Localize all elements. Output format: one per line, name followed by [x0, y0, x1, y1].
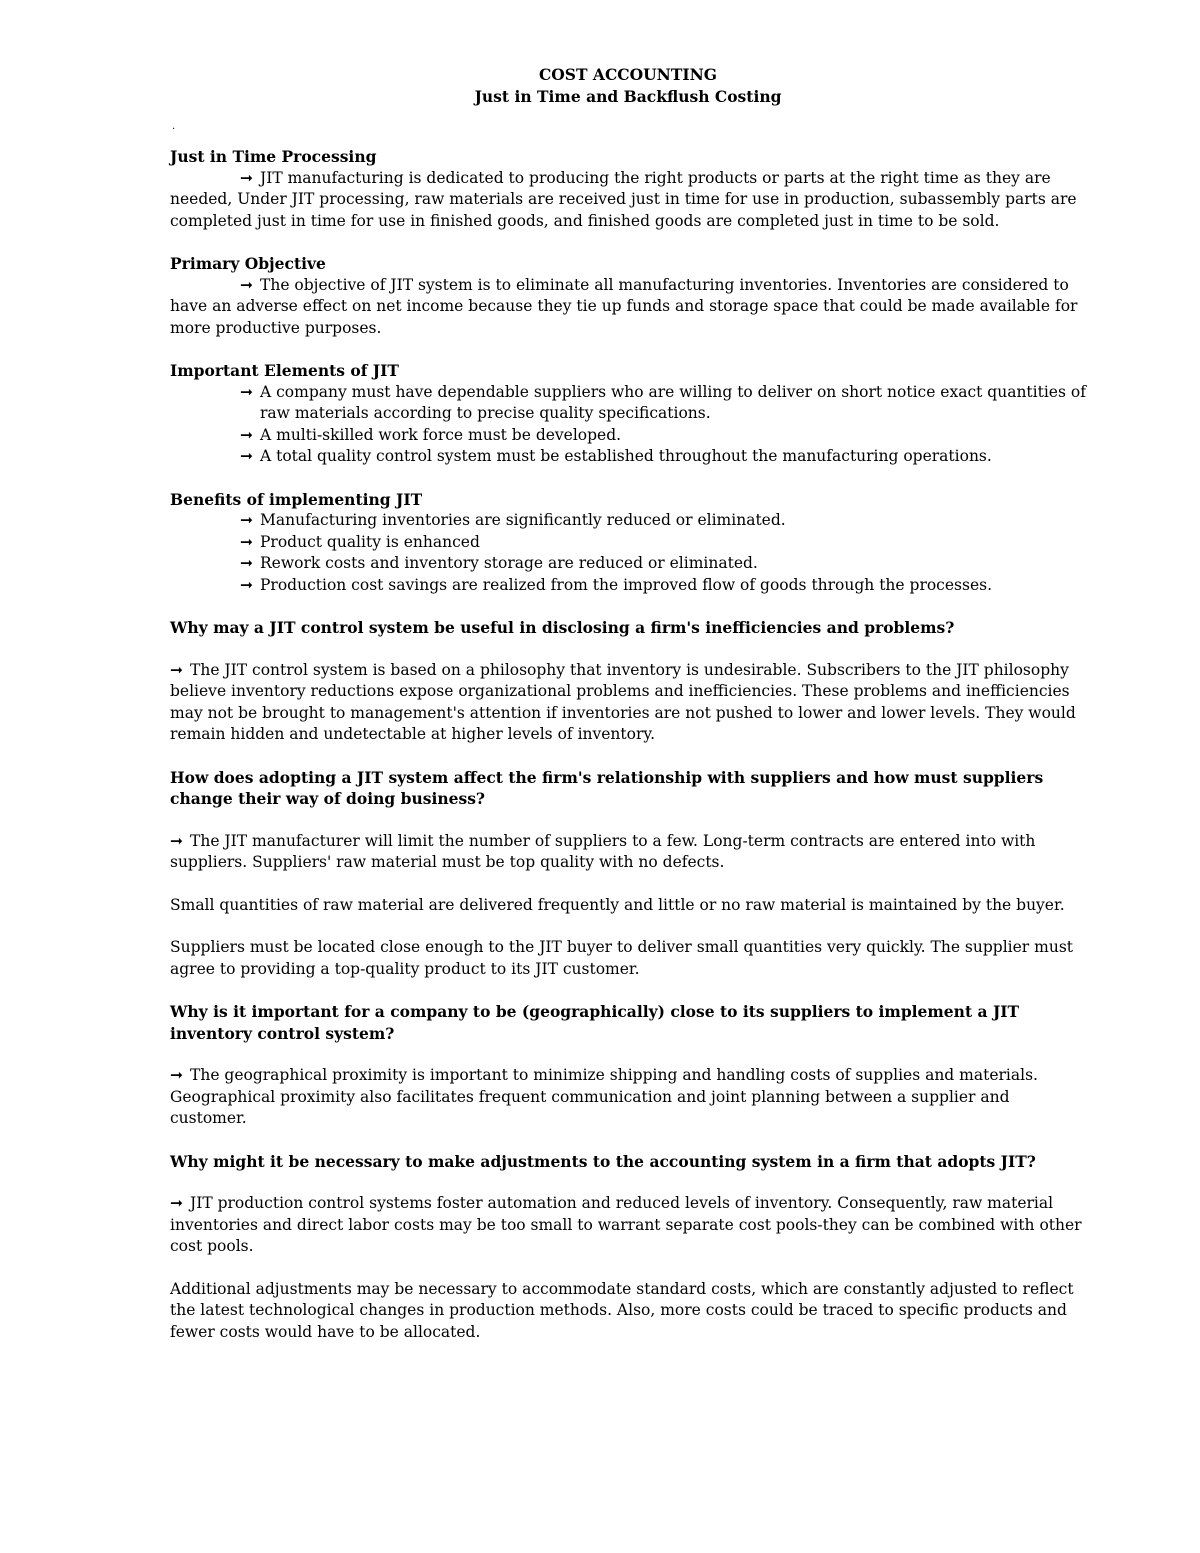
arrow-icon: ➞: [170, 1066, 183, 1084]
arrow-icon: ➞: [170, 831, 183, 850]
answer-1: ➞ The JIT control system is based on a philosophy that inventory is undesirable. Subscribers to the JIT philosophy believe inventory reductions expose organizational problems and inefficiencies. These problems and inefficiencies may not be brought to management's attention if inventories are not pushed to lower and lower levels. They would remain hidden and undetectable at higher levels of inventory.: [170, 660, 1076, 743]
question-3: Why is it important for a company to be (geographically) close to its suppliers to implement a JIT inventory control system?: [170, 1002, 1020, 1043]
arrow-icon: ➞: [240, 575, 253, 594]
arrow-icon: ➞: [240, 447, 253, 465]
document-title: COST ACCOUNTING: [538, 65, 718, 84]
arrow-icon: ➞: [170, 660, 183, 679]
answer-2-paragraph-2: Small quantities of raw material are delivered frequently and little or no raw material is maintained by the buyer.: [170, 895, 1065, 914]
title-block: [170, 64, 1086, 108]
answer-2-paragraph-3: Suppliers must be located close enough to the JIT buyer to deliver small quantities very quickly. The supplier must agree to providing a top-quality product to its JIT customer.: [170, 938, 1074, 978]
document-page: [170, 64, 1086, 1343]
list-item: ➞ Manufacturing inventories are significantly reduced or eliminated.: [170, 510, 1086, 532]
list-item: ➞ Rework costs and inventory storage are reduced or eliminated.: [170, 553, 1086, 575]
answer-2: ➞ The JIT manufacturer will limit the number of suppliers to a few. Long-term contracts are entered into with suppliers. Suppliers' raw material must be top quality with no defects.: [170, 831, 1036, 871]
list-item: ➞ Production cost savings are realized from the improved flow of goods through the processes.: [170, 575, 1086, 597]
list-item: ➞ A company must have dependable suppliers who are willing to deliver on short notice exact quantities of raw materials according to precise quality specifications.: [240, 382, 1086, 422]
arrow-icon: ➞: [240, 168, 253, 187]
heading-primary-objective: Primary Objective: [170, 254, 326, 273]
stray-dot: .: [172, 121, 176, 132]
heading-jit-processing: Just in Time Processing: [170, 147, 377, 166]
heading-benefits: Benefits of implementing JIT: [170, 489, 423, 509]
answer-3: ➞ The geographical proximity is important to minimize shipping and handling costs of supplies and materials. Geographical proximity also facilitates frequent communication and joint planning between a supplier and customer.: [170, 1066, 1038, 1127]
answer-4-paragraph-2: Additional adjustments may be necessary to accommodate standard costs, which are constantly adjusted to reflect the latest technological changes in production methods. Also, more costs could be traced to specific products and fewer costs would have to be allocated.: [170, 1279, 1074, 1341]
list-item: ➞ A multi-skilled work force must be developed.: [170, 425, 1086, 447]
important-elements-list: [170, 382, 1086, 468]
list-item: ➞ A total quality control system must be established throughout the manufacturing operations.: [170, 446, 1086, 468]
arrow-icon: ➞: [240, 425, 253, 444]
answer-4: ➞ JIT production control systems foster automation and reduced levels of inventory. Consequently, raw material inventories and direct labor costs may be too small to warrant separate cost pools-they can be combined with other cost pools.: [170, 1194, 1082, 1255]
jit-processing-text: ➞ JIT manufacturing is dedicated to producing the right products or parts at the right time as they are needed, Under JIT processing, raw materials are received just in time for use in production, subassembly parts are completed just in time for use in finished goods, and finished goods are completed just in time to be sold.: [170, 168, 1077, 230]
arrow-icon: ➞: [170, 1194, 183, 1212]
document-subtitle: Just in Time and Backflush Costing: [474, 87, 782, 106]
heading-important-elements: Important Elements of JIT: [170, 361, 399, 380]
question-2: How does adopting a JIT system affect the firm's relationship with suppliers and how must suppliers change their way of doing business?: [170, 767, 1044, 808]
question-4: Why might it be necessary to make adjustments to the accounting system in a firm that adopts JIT?: [170, 1151, 1036, 1171]
arrow-icon: ➞: [240, 532, 253, 551]
benefits-list: [170, 510, 1086, 596]
arrow-icon: ➞: [240, 275, 253, 294]
question-1: Why may a JIT control system be useful in disclosing a firm's inefficiencies and problems?: [170, 618, 955, 637]
primary-objective-text: ➞ The objective of JIT system is to eliminate all manufacturing inventories. Inventories are considered to have an adverse effect on net income because they tie up funds and storage space that could be made available for more productive purposes.: [170, 275, 1078, 337]
arrow-icon: ➞: [240, 382, 253, 401]
list-item: ➞ Product quality is enhanced: [170, 532, 1086, 554]
arrow-icon: ➞: [240, 511, 253, 529]
arrow-icon: ➞: [240, 554, 253, 572]
